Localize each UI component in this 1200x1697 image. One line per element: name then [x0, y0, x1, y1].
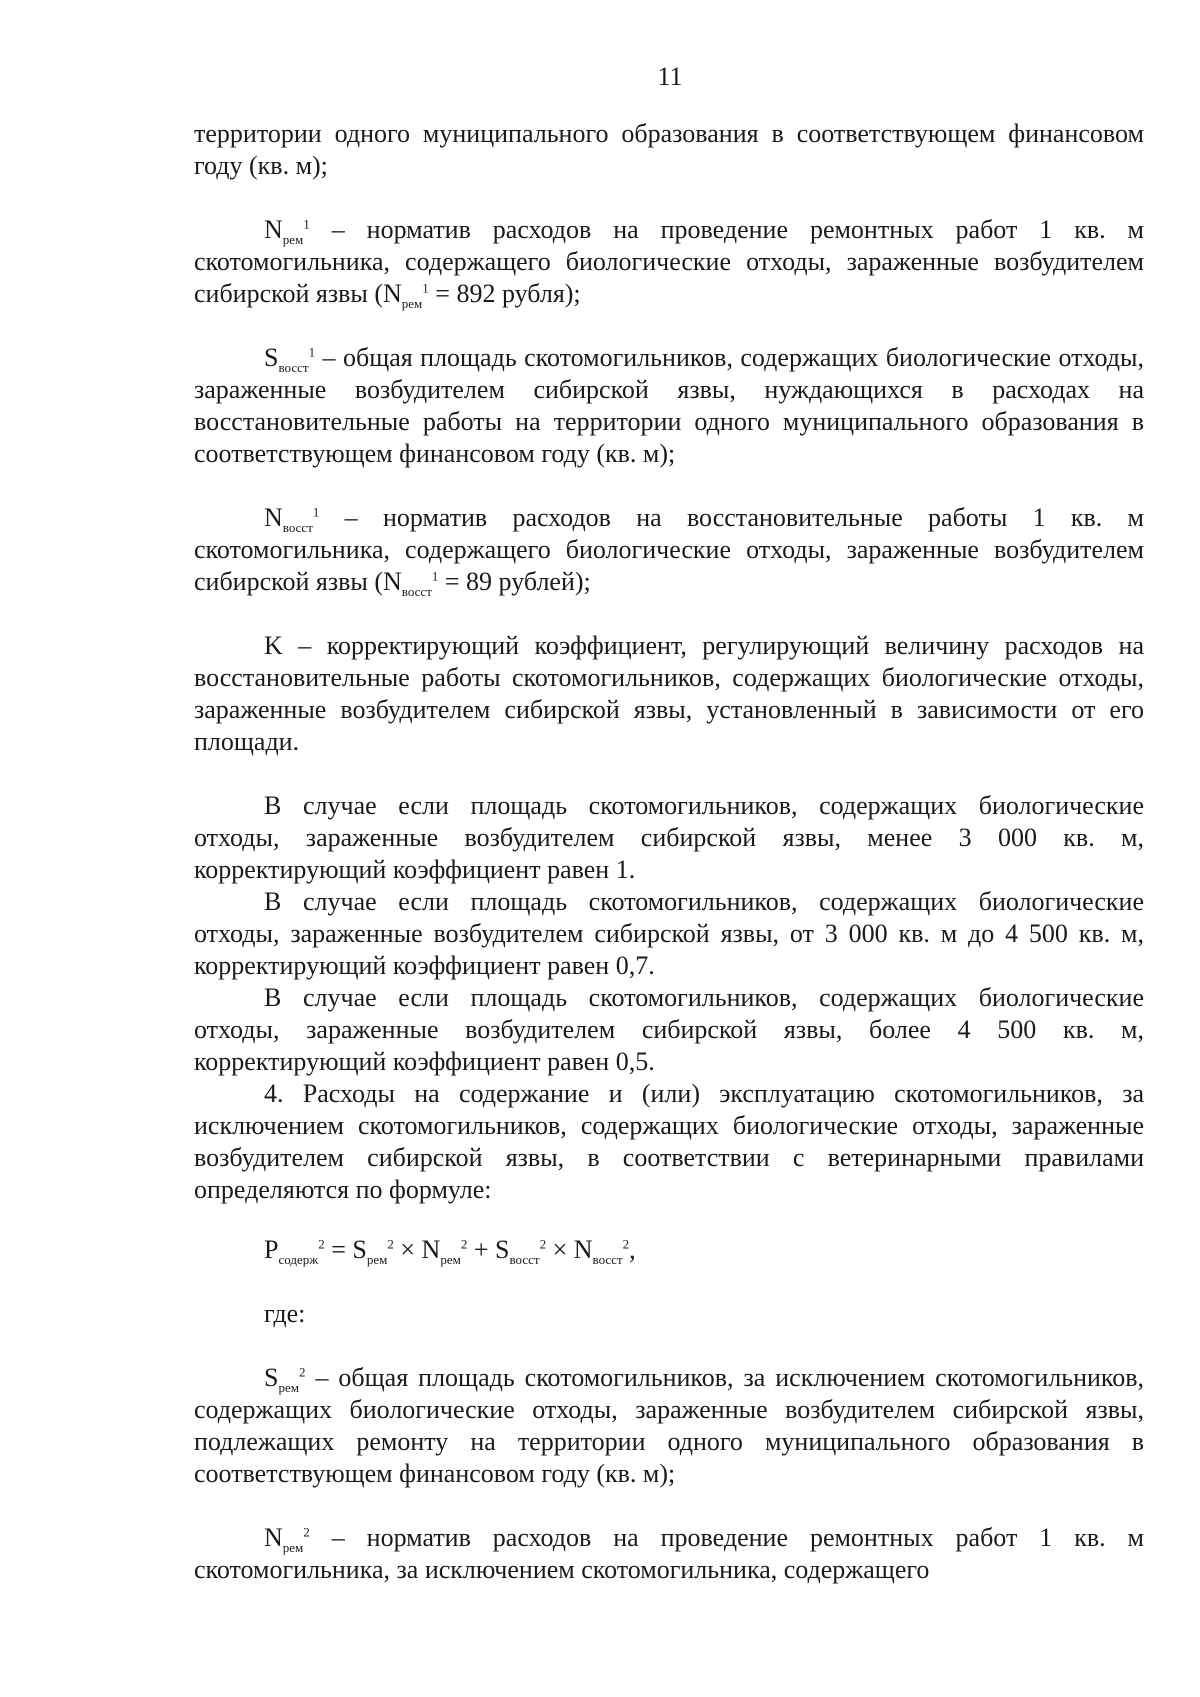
paragraph-k-coefficient: K – корректирующий коэффициент, регулирующий величину расходов на восстановительные работы скотомогильников, содержащих биологические отходы, зараженные возбудителем сибирской язвы, установленный в зависимости от его площади.	[194, 631, 1144, 756]
paragraph-case-more-4500: В случае если площадь скотомогильников, содержащих биологические отходы, зараженные возбудителем сибирской язвы, более 4 500 кв. м, корректирующий коэффициент равен 0,5.	[194, 983, 1144, 1076]
paragraph-n-rem-2: $N_{рем}^2$ – норматив расходов на проведение ремонтных работ 1 кв. м скотомогильника, за исключением скотомогильника, содержащего	[194, 1523, 1144, 1584]
paragraph-item-4: 4. Расходы на содержание и (или) эксплуатацию скотомогильников, за исключением скотомогильников, содержащих биологические отходы, зараженные возбудителем сибирской язвы, в соответствии с ветеринарными правилами определяются по формуле:	[194, 1079, 1144, 1204]
paragraph-n-rem-1: $N_{рем}^1$ – норматив расходов на проведение ремонтных работ 1 кв. м скотомогильника, содержащего биологические отходы, зараженные возбудителем сибирской язвы ($N_{рем}^1 = 892$ рубля);	[194, 215, 1144, 312]
document-body	[194, 118, 1144, 1586]
paragraph-continuation: территории одного муниципального образования в соответствующем финансовом году (кв. м);	[194, 119, 1144, 180]
paragraph-n-vosst-1: $N_{восст}^1$ – норматив расходов на восстановительные работы 1 кв. м скотомогильника, содержащего биологические отходы, зараженные возбудителем сибирской язвы ($N_{восст}^1 = 89$ рублей);	[194, 503, 1144, 600]
paragraph-s-rem-2: $S_{рем}^2$ – общая площадь скотомогильников, за исключением скотомогильников, содержащих биологические отходы, зараженные возбудителем сибирской язвы, подлежащих ремонту на территории одного муниципального образования в соответствующем финансовом году (кв. м);	[194, 1363, 1144, 1488]
paragraph-case-less-3000: В случае если площадь скотомогильников, содержащих биологические отходы, зараженные возбудителем сибирской язвы, менее 3 000 кв. м, корректирующий коэффициент равен 1.	[194, 791, 1144, 884]
where-label: где:	[264, 1299, 306, 1328]
page-number: 11	[657, 62, 683, 91]
formula: $P_{содерж}^2 = S_{рем}^2 \times N_{рем}^2 + S_{восст}^2 \times N_{восст}^2$,	[264, 1235, 636, 1268]
paragraph-case-3000-4500: В случае если площадь скотомогильников, содержащих биологические отходы, зараженные возбудителем сибирской язвы, от 3 000 кв. м до 4 500 кв. м, корректирующий коэффициент равен 0,7.	[194, 887, 1144, 980]
paragraph-s-vosst-1: $S_{восст}^1$ – общая площадь скотомогильников, содержащих биологические отходы, зараженные возбудителем сибирской язвы, нуждающихся в расходах на восстановительные работы на территории одного муниципального образования в соответствующем финансовом году (кв. м);	[194, 343, 1144, 468]
